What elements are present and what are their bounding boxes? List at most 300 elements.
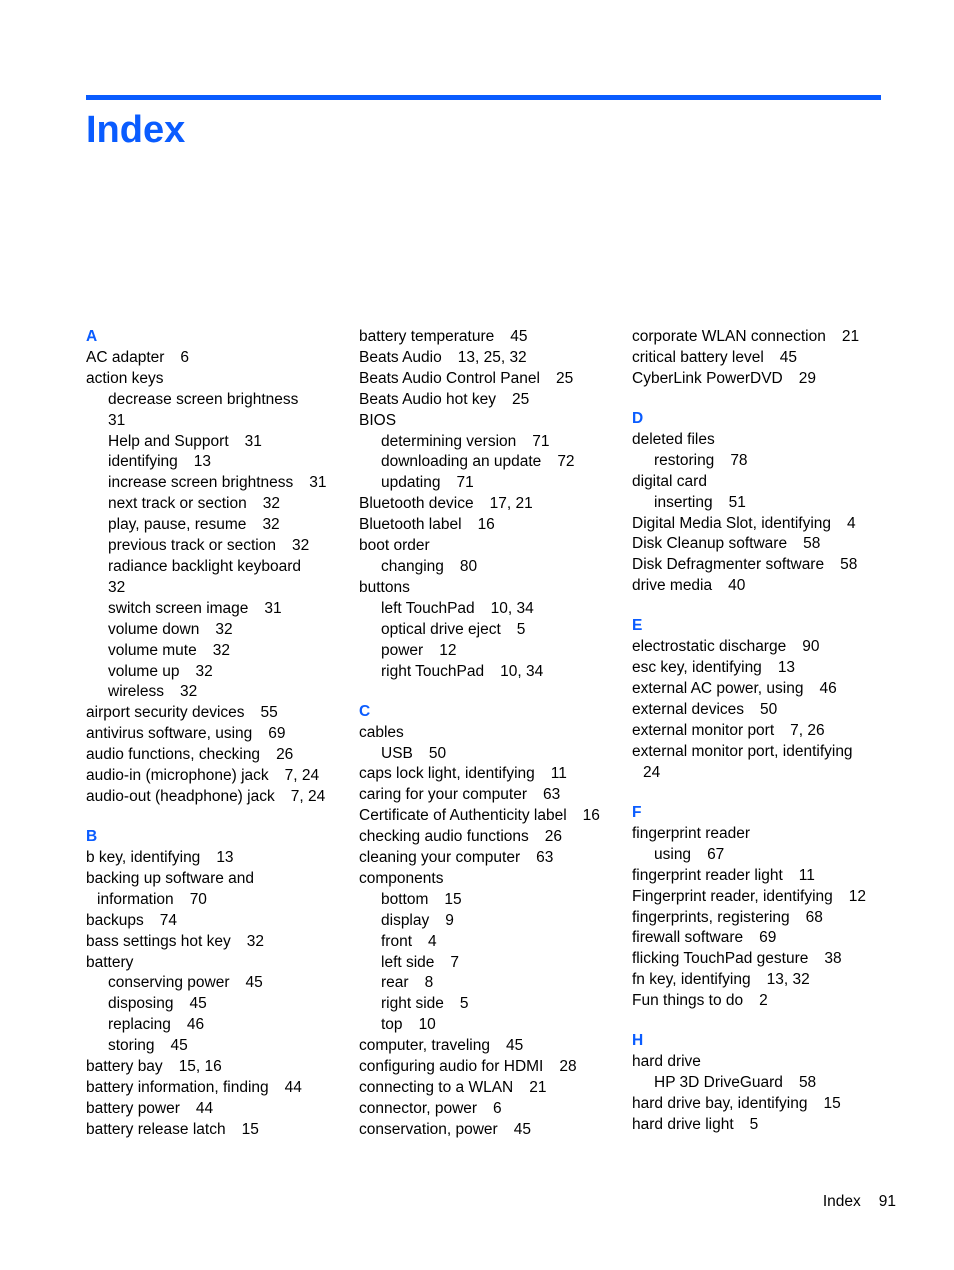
entry-text: battery bay [86, 1058, 163, 1076]
entry-pages: 46 [819, 680, 837, 698]
index-entry [632, 637, 892, 658]
entry-text: wireless [108, 683, 164, 701]
entry-pages: 40 [728, 577, 746, 595]
entry-text: external AC power, using [632, 680, 804, 698]
index-subentry [86, 1015, 346, 1036]
index-entry [632, 348, 892, 369]
entry-pages: 72 [557, 453, 575, 471]
entry-pages: 32 [179, 683, 198, 701]
index-subentry [359, 473, 621, 494]
index-subentry [359, 641, 621, 662]
entry-text: critical battery level [632, 348, 764, 366]
entry-text: downloading an update [381, 453, 542, 471]
index-entry [86, 1057, 346, 1078]
entry-text: boot order [359, 537, 430, 555]
entry-text: disposing [108, 995, 174, 1013]
index-subentry [86, 390, 346, 411]
index-letter-heading: C [359, 702, 371, 720]
index-entry [632, 1115, 892, 1136]
entry-text: restoring [654, 451, 715, 469]
index-column-2 [359, 327, 621, 1141]
entry-text: battery power [86, 1099, 180, 1117]
entry-text: conserving power [108, 974, 230, 992]
index-entry [359, 515, 621, 536]
entry-text: bottom [381, 890, 429, 908]
entry-text: fn key, identifying [632, 971, 751, 989]
entry-pages: 13, 32 [766, 971, 810, 989]
entry-text: play, pause, resume [108, 516, 247, 534]
entry-pages: 11 [550, 765, 567, 783]
entry-text: backups [86, 911, 144, 929]
index-subentry [86, 432, 346, 453]
entry-pages: 90 [802, 638, 820, 656]
entry-text: Disk Cleanup software [632, 535, 788, 553]
entry-text: inserting [654, 493, 713, 511]
entry-pages: 5 [459, 995, 469, 1013]
index-entry [632, 1052, 892, 1073]
index-subentry [86, 536, 346, 557]
title-rule [86, 95, 881, 100]
index-entry [632, 824, 892, 845]
index-entry [632, 970, 892, 991]
entry-pages: 80 [459, 557, 478, 575]
index-entry [86, 911, 346, 932]
entry-text: Beats Audio Control Panel [359, 369, 540, 387]
entry-pages: 6 [180, 348, 190, 366]
index-entry [86, 724, 346, 745]
entry-text: fingerprints, registering [632, 908, 790, 926]
entry-pages: 15 [241, 1120, 259, 1138]
entry-text: audio-out (headphone) jack [86, 787, 275, 805]
entry-text: volume mute [108, 641, 197, 659]
entry-pages: 45 [779, 348, 798, 366]
index-subentry [359, 599, 621, 620]
entry-pages: 10, 34 [490, 599, 534, 617]
index-entry [86, 745, 346, 766]
entry-text: identifying [108, 453, 178, 471]
index-entry [359, 1057, 621, 1078]
entry-pages: 13 [777, 659, 796, 677]
entry-text: fingerprint reader light [632, 866, 783, 884]
entry-pages: 45 [170, 1037, 188, 1055]
page-title: Index [86, 109, 186, 151]
entry-text: display [381, 911, 430, 929]
entry-text: battery release latch [86, 1120, 226, 1138]
entry-text: Digital Media Slot, identifying [632, 514, 832, 532]
entry-text: Certificate of Authenticity label [359, 807, 567, 825]
index-subentry [359, 953, 621, 974]
entry-pages: 31 [264, 599, 282, 617]
index-entry [632, 576, 892, 597]
entry-pages: 32 [292, 537, 310, 555]
index-entry [632, 679, 892, 700]
entry-pages: 32 [262, 516, 280, 534]
entry-pages: 44 [284, 1079, 302, 1097]
index-column-1 [86, 327, 346, 1141]
index-entry [359, 578, 621, 599]
entry-pages: 50 [428, 744, 447, 762]
entry-text: next track or section [108, 495, 247, 513]
entry-pages: 4 [847, 514, 856, 532]
entry-pages: 15 [823, 1095, 841, 1113]
entry-text: caring for your computer [359, 786, 527, 804]
index-subentry [86, 662, 346, 683]
index-entry [359, 536, 621, 557]
entry-text: HP 3D DriveGuard [654, 1074, 783, 1092]
entry-text: battery [86, 953, 134, 971]
index-letter-heading: B [86, 828, 98, 846]
index-entry [632, 742, 892, 763]
index-subentry [359, 620, 621, 641]
entry-pages: 2 [759, 992, 768, 1010]
entry-pages: 45 [189, 995, 207, 1013]
index-entry [86, 1078, 346, 1099]
entry-text: esc key, identifying [632, 659, 762, 677]
entry-text: left side [381, 953, 435, 971]
index-entry [632, 908, 892, 929]
entry-pages: 32 [215, 620, 233, 638]
entry-text: information [97, 890, 174, 908]
entry-text: drive media [632, 577, 713, 595]
entry-pages: 13 [216, 849, 234, 867]
index-subentry [86, 994, 346, 1015]
section-gap [632, 390, 892, 409]
entry-pages: 32 [212, 641, 230, 659]
entry-pages: 71 [456, 474, 474, 492]
entry-text: Bluetooth label [359, 516, 462, 534]
index-subentry [632, 451, 892, 472]
index-entry [632, 928, 892, 949]
entry-text: configuring audio for HDMI [359, 1058, 544, 1076]
index-subentry [359, 1015, 621, 1036]
entry-pages: 5 [749, 1116, 759, 1133]
entry-text: right side [381, 995, 444, 1013]
entry-pages: 21 [529, 1079, 547, 1097]
entry-text: radiance backlight keyboard [108, 557, 302, 575]
index-letter-heading: F [632, 804, 642, 822]
entry-pages: 63 [536, 849, 554, 867]
entry-text: audio-in (microphone) jack [86, 767, 269, 785]
index-subentry [86, 1036, 346, 1057]
entry-pages: 69 [759, 929, 777, 947]
entry-text: connector, power [359, 1099, 478, 1117]
index-entry [86, 869, 346, 890]
index-subentry [359, 662, 621, 683]
entry-text: rear [381, 974, 409, 992]
entry-text: volume down [108, 620, 200, 638]
entry-text: hard drive bay, identifying [632, 1095, 808, 1113]
index-subentry [359, 432, 621, 453]
index-entry [86, 348, 346, 369]
entry-pages: 12 [848, 887, 867, 905]
index-entry [359, 1078, 621, 1099]
entry-pages: 15, 16 [178, 1058, 222, 1076]
entry-pages: 46 [186, 1016, 205, 1034]
index-subentry [359, 890, 621, 911]
entry-text: caps lock light, identifying [359, 765, 535, 783]
index-entry [359, 369, 621, 390]
entry-text: using [654, 845, 692, 863]
entry-text: external devices [632, 701, 745, 719]
entry-pages: 12 [439, 641, 457, 659]
entry-pages: 32 [246, 932, 264, 950]
entry-pages: 78 [730, 451, 748, 469]
entry-pages: 7, 24 [290, 787, 326, 805]
index-subentry [359, 994, 621, 1015]
index-entry [632, 534, 892, 555]
entry-text: USB [381, 744, 413, 762]
index-subentry [359, 932, 621, 953]
entry-text: cleaning your computer [359, 849, 521, 867]
entry-text: bass settings hot key [86, 932, 231, 950]
index-subentry [86, 620, 346, 641]
entry-pages: 71 [532, 432, 550, 450]
index-letter-heading: E [632, 617, 643, 635]
entry-text: Help and Support [108, 432, 229, 450]
index-entry [632, 887, 892, 908]
entry-text: firewall software [632, 929, 744, 947]
entry-text: external monitor port, identifying [632, 742, 853, 760]
entry-pages: 38 [824, 950, 842, 968]
entry-pages: 15 [444, 890, 462, 908]
index-subentry [86, 973, 346, 994]
index-subentry [86, 452, 346, 473]
index-entry [359, 327, 621, 348]
entry-pages: 25 [512, 390, 530, 408]
entry-text: decrease screen brightness [108, 390, 299, 408]
entry-pages: 16 [477, 516, 495, 534]
entry-text: connecting to a WLAN [359, 1079, 514, 1097]
entry-pages: 16 [582, 807, 600, 825]
index-entry-continuation [86, 578, 346, 599]
entry-text: corporate WLAN connection [632, 328, 826, 345]
entry-pages: 67 [707, 845, 725, 863]
entry-pages: 31 [309, 474, 327, 492]
index-entry [359, 785, 621, 806]
entry-text: increase screen brightness [108, 474, 294, 492]
index-subentry [86, 682, 346, 703]
entry-text: front [381, 932, 413, 950]
index-entry [632, 327, 892, 348]
page-number: 91 [878, 1193, 896, 1210]
entry-text: Beats Audio [359, 348, 442, 366]
entry-text: optical drive eject [381, 620, 501, 638]
index-entry [86, 953, 346, 974]
entry-pages: 4 [428, 932, 437, 950]
index-subentry [86, 494, 346, 515]
index-entry [86, 932, 346, 953]
entry-text: computer, traveling [359, 1037, 490, 1055]
entry-pages: 68 [805, 908, 823, 926]
entry-pages: 50 [760, 701, 778, 719]
footer-label: Index [822, 1193, 861, 1210]
entry-text: electrostatic discharge [632, 638, 787, 656]
entry-text: volume up [108, 662, 180, 680]
index-entry [359, 764, 621, 785]
index-entry [359, 411, 621, 432]
entry-pages: 6 [493, 1099, 502, 1117]
index-entry [359, 348, 621, 369]
entry-text: Disk Defragmenter software [632, 556, 825, 574]
entry-text: backing up software and [86, 869, 255, 887]
index-entry [359, 1036, 621, 1057]
section-gap [632, 597, 892, 616]
entry-pages: 8 [424, 974, 434, 992]
index-subentry [86, 641, 346, 662]
index-entry [359, 1120, 621, 1141]
entry-text: Beats Audio hot key [359, 390, 497, 408]
entry-pages: 7, 26 [790, 722, 825, 739]
index-entry [632, 721, 892, 742]
entry-pages: 5 [516, 620, 526, 638]
entry-pages: 70 [189, 890, 207, 908]
entry-pages: 10, 34 [500, 662, 544, 680]
index-subentry [359, 452, 621, 473]
section-gap [632, 784, 892, 803]
entry-text: 32 [108, 578, 126, 596]
entry-pages: 32 [262, 495, 280, 513]
section-gap [632, 1012, 892, 1031]
index-entry [359, 869, 621, 890]
entry-pages: 45 [513, 1120, 531, 1138]
entry-pages: 45 [245, 974, 263, 992]
index-entry [359, 806, 621, 827]
section-gap [359, 682, 621, 701]
entry-text: right TouchPad [381, 662, 485, 680]
entry-pages: 25 [555, 369, 574, 387]
index-entry [632, 1094, 892, 1115]
entry-text: power [381, 641, 424, 659]
entry-text: digital card [632, 472, 707, 490]
entry-pages: 58 [798, 1074, 817, 1092]
index-letter-heading: H [632, 1032, 644, 1050]
entry-text: deleted files [632, 430, 715, 448]
entry-text: AC adapter [86, 348, 165, 366]
entry-pages: 26 [544, 828, 563, 846]
entry-pages: 44 [195, 1099, 214, 1117]
entry-text: previous track or section [108, 537, 276, 555]
entry-text: buttons [359, 578, 410, 596]
index-letter-heading: A [86, 328, 98, 345]
index-entry [632, 866, 892, 887]
entry-text: battery temperature [359, 328, 495, 345]
entry-pages: 58 [840, 556, 858, 574]
entry-text: b key, identifying [86, 849, 201, 867]
index-entry [359, 390, 621, 411]
index-entry [632, 472, 892, 493]
entry-text: switch screen image [108, 599, 249, 617]
entry-pages: 69 [268, 725, 286, 743]
index-subentry [359, 557, 621, 578]
entry-text: determining version [381, 432, 517, 450]
index-entry-continuation [632, 763, 892, 784]
index-entry [632, 514, 892, 535]
index-subentry [86, 515, 346, 536]
index-entry [359, 723, 621, 744]
entry-pages: 74 [159, 911, 177, 929]
entry-text: antivirus software, using [86, 725, 253, 743]
entry-text: conservation, power [359, 1120, 498, 1138]
index-entry [632, 369, 892, 390]
index-entry-continuation [86, 411, 346, 432]
section-gap [86, 808, 346, 827]
index-entry-continuation [86, 890, 346, 911]
entry-pages: 26 [276, 746, 294, 764]
entry-text: left TouchPad [381, 599, 475, 617]
entry-pages: 28 [559, 1058, 577, 1076]
entry-text: BIOS [359, 411, 397, 429]
index-subentry [86, 599, 346, 620]
entry-text: flicking TouchPad gesture [632, 950, 809, 968]
entry-text: action keys [86, 369, 164, 387]
entry-pages: 9 [445, 911, 454, 929]
index-entry [86, 369, 346, 390]
index-entry [86, 1120, 346, 1141]
index-entry [86, 848, 346, 869]
index-entry [86, 787, 346, 808]
index-subentry [632, 845, 892, 866]
entry-text: top [381, 1016, 403, 1034]
index-entry [632, 658, 892, 679]
index-entry [359, 1099, 621, 1120]
index-entry [86, 703, 346, 724]
entry-text: components [359, 869, 444, 887]
entry-text: updating [381, 474, 441, 492]
entry-text: Bluetooth device [359, 495, 474, 513]
index-entry [86, 766, 346, 787]
entry-text: battery information, finding [86, 1079, 269, 1097]
index-entry [359, 848, 621, 869]
entry-pages: 7 [450, 953, 460, 971]
entry-text: hard drive light [632, 1116, 734, 1133]
entry-pages: 7, 24 [284, 767, 320, 785]
index-subentry [632, 493, 892, 514]
entry-pages: 45 [505, 1037, 524, 1055]
entry-text: Fun things to do [632, 992, 744, 1010]
entry-pages: 17, 21 [489, 495, 533, 513]
entry-pages: 31 [244, 432, 262, 450]
index-entry [632, 430, 892, 451]
entry-text: fingerprint reader [632, 824, 751, 842]
index-column-3 [632, 327, 892, 1136]
index-subentry [359, 744, 621, 765]
index-subentry [86, 473, 346, 494]
entry-pages: 55 [260, 704, 278, 722]
index-subentry [86, 557, 346, 578]
entry-text: storing [108, 1037, 155, 1055]
index-entry [632, 555, 892, 576]
entry-pages: 13 [193, 453, 212, 471]
index-letter-heading: D [632, 410, 644, 428]
entry-pages: 10 [418, 1016, 436, 1034]
entry-pages: 21 [841, 328, 860, 345]
index-subentry [632, 1073, 892, 1094]
index-entry [359, 494, 621, 515]
entry-text: checking audio functions [359, 828, 529, 846]
entry-text: audio functions, checking [86, 746, 261, 764]
entry-text: hard drive [632, 1053, 701, 1071]
index-entry [359, 827, 621, 848]
entry-text: airport security devices [86, 704, 245, 722]
index-subentry [359, 973, 621, 994]
entry-text: external monitor port [632, 722, 775, 739]
entry-text: 31 [108, 411, 126, 429]
entry-text: CyberLink PowerDVD [632, 369, 783, 387]
entry-pages: 58 [803, 535, 821, 553]
index-entry [632, 991, 892, 1012]
index-subentry [359, 911, 621, 932]
entry-pages: 32 [195, 662, 213, 680]
